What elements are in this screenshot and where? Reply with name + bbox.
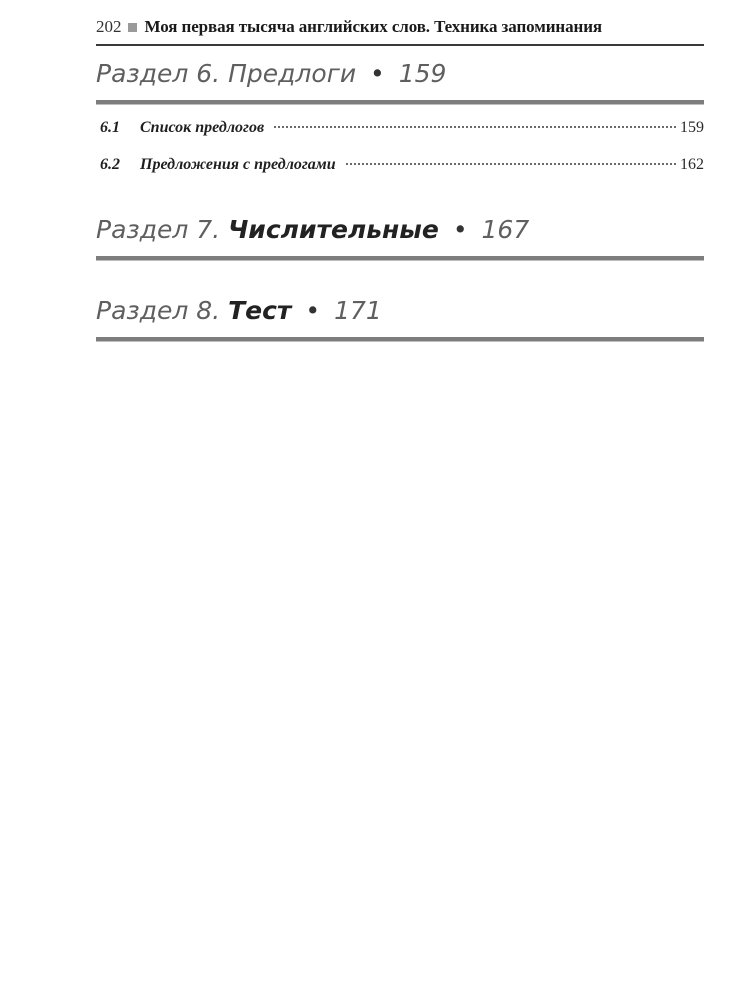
section-name: Предлоги <box>228 59 357 88</box>
section-page: 171 <box>334 296 382 325</box>
section-heading <box>96 295 704 327</box>
section-rule <box>96 337 704 342</box>
bullet-separator: • <box>305 296 321 325</box>
section-rule <box>96 256 704 261</box>
header-rule <box>96 44 704 46</box>
bullet-separator: • <box>452 215 468 244</box>
bullet-separator: • <box>370 59 385 88</box>
toc-entry-6-1[interactable] <box>100 119 704 141</box>
dot-leader <box>346 163 676 165</box>
square-bullet-icon <box>128 23 137 32</box>
toc-title: Предложения с предлогами <box>140 156 336 173</box>
section-8 <box>96 295 704 342</box>
section-heading <box>96 214 704 246</box>
page-number: 202 <box>96 17 122 36</box>
section-prefix: Раздел 8. <box>96 296 221 325</box>
section-7 <box>96 214 704 261</box>
dot-leader <box>274 126 676 128</box>
section-prefix: Раздел 6. <box>96 59 221 88</box>
section-6 <box>96 58 704 105</box>
toc-page: 162 <box>680 156 704 173</box>
section-rule <box>96 100 704 105</box>
toc-page: 159 <box>680 119 704 136</box>
toc-entry-6-2[interactable] <box>100 156 704 178</box>
toc-number: 6.1 <box>100 119 120 136</box>
toc-title: Список предлогов <box>140 119 265 136</box>
section-heading <box>96 58 704 90</box>
running-header <box>96 12 704 42</box>
section-name: Числительные <box>228 215 439 244</box>
book-title: Моя первая тысяча английских слов. Техника запоминания <box>144 17 602 36</box>
section-page: 159 <box>398 59 447 88</box>
toc-number: 6.2 <box>100 156 120 173</box>
section-prefix: Раздел 7. <box>96 215 221 244</box>
section-page: 167 <box>481 215 530 244</box>
section-name: Тест <box>228 296 292 325</box>
